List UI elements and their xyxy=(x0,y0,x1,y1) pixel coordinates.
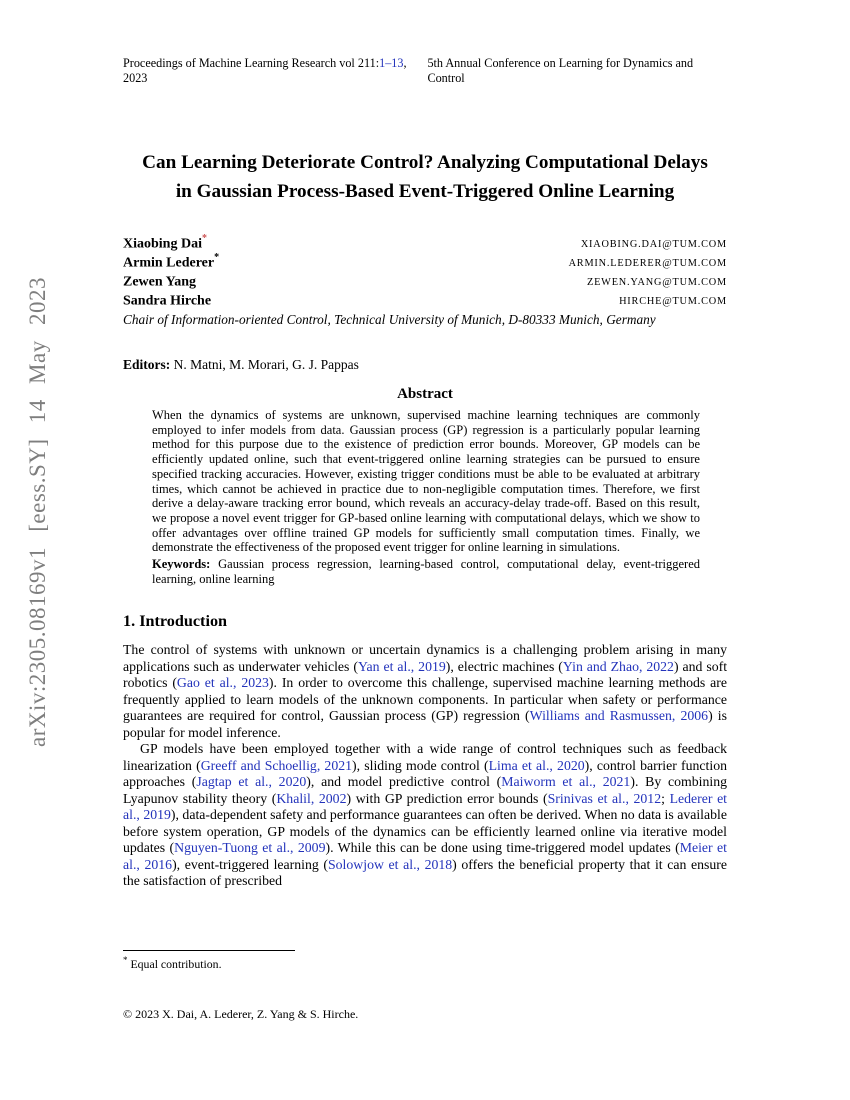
text-run: ) is popular for model inference. xyxy=(123,708,727,740)
citation-link[interactable]: Yin and Zhao, 2022 xyxy=(562,658,674,674)
text-run: ), event-triggered learning ( xyxy=(172,856,328,872)
section-heading-introduction: 1. Introduction xyxy=(123,612,228,631)
text-run: ), electric machines ( xyxy=(445,658,563,674)
footnote-mark: * xyxy=(123,955,128,965)
intro-paragraph-2 xyxy=(123,741,727,890)
abstract-text: When the dynamics of systems are unknown, supervised machine learning techniques are commonly employed to infer models from data. Gaussian process (GP) regression is a particularly popular learning method for this purpose due to the existence of prediction error bounds. Moreover, GP models can be efficiently updated online, such that event-triggered online learning strategies can be pursued to ensure specified tracking accuracies. However, existing trigger conditions must be able to be evaluated at arbitrary times, which cannot be achieved in practice due to non-negligible computation times. Therefore, we first derive a delay-aware tracking error bound, which reveals an accuracy-delay trade-off. Based on this result, we propose a novel event trigger for GP-based online learning with computational delays, which we show to offer advantages over offline trained GP models for sufficiently small computation times. Finally, we demonstrate the effectiveness of the proposed event trigger for online learning in simulations. xyxy=(152,408,700,555)
text-run: ) and soft robotics ( xyxy=(123,658,728,691)
author-name: Armin Lederer xyxy=(123,255,215,271)
author-name: Xiaobing Dai xyxy=(123,236,202,252)
author-name: Sandra Hirche xyxy=(123,293,212,309)
intro-paragraph-1 xyxy=(123,642,727,741)
footnote-area xyxy=(123,950,727,972)
header-left-suffix: , 2023 xyxy=(123,56,407,85)
citation-link[interactable]: Srinivas et al., 2012 xyxy=(547,790,662,806)
citation-link[interactable]: Greeff and Schoellig, 2021 xyxy=(200,757,353,773)
text-run: ), control barrier function approaches ( xyxy=(123,757,727,790)
editors-line xyxy=(123,357,727,373)
keywords-label: Keywords: xyxy=(152,557,211,572)
text-run: The control of systems with unknown or uncertain dynamics is a challenging problem arising in many applications such as underwater vehicles ( xyxy=(123,642,727,674)
author-name-wrap xyxy=(123,252,219,271)
text-run: ; xyxy=(661,790,670,806)
citation-link[interactable]: Meier et al., 2016 xyxy=(123,840,727,872)
citation-link[interactable]: Gao et al., 2023 xyxy=(176,675,269,691)
text-run: ) with GP prediction error bounds ( xyxy=(346,790,548,806)
abstract-heading: Abstract xyxy=(397,386,453,402)
citation-link[interactable]: Solowjow et al., 2018 xyxy=(327,856,453,872)
editors-names: N. Matni, M. Morari, G. J. Pappas xyxy=(170,357,359,372)
author-name-wrap xyxy=(123,290,211,309)
header-pages-link[interactable]: 1–13 xyxy=(379,56,404,70)
citation-link[interactable]: Jagtap et al., 2020 xyxy=(196,774,307,790)
text-run: ), sliding mode control ( xyxy=(352,757,489,773)
header-right: 5th Annual Conference on Learning for Dynamics and Control xyxy=(427,56,694,85)
keywords-text: Gaussian process regression, learning-based control, computational delay, event-triggered learning, online learning xyxy=(152,557,700,586)
author-email: ARMIN.LEDERER@TUM.COM xyxy=(568,258,727,270)
author-email: HIRCHE@TUM.COM xyxy=(619,296,727,308)
author-name: Zewen Yang xyxy=(123,274,196,290)
editors-label: Editors: xyxy=(123,357,171,372)
paper-title xyxy=(123,148,727,206)
author-name-wrap xyxy=(123,233,207,252)
text-run: ), and model predictive control ( xyxy=(306,774,502,790)
running-header xyxy=(123,56,727,86)
footnote-rule xyxy=(123,950,295,951)
author-email: ZEWEN.YANG@TUM.COM xyxy=(587,277,727,289)
author-email: XIAOBING.DAI@TUM.COM xyxy=(580,239,727,251)
footnote xyxy=(123,955,727,972)
author-row xyxy=(123,233,727,252)
author-row xyxy=(123,271,727,290)
paper-content xyxy=(123,56,727,890)
paper-title-line2: in Gaussian Process-Based Event-Triggered Online Learning xyxy=(175,181,675,202)
paper-title-line1: Can Learning Deteriorate Control? Analyzing Computational Delays xyxy=(142,152,708,173)
text-run: ) offers the beneficial property that it can ensure the satisfaction of prescribed xyxy=(123,856,728,889)
citation-link[interactable]: Williams and Rasmussen, 2006 xyxy=(529,708,709,724)
author-thanks-mark: * xyxy=(201,233,207,244)
text-run: GP models have been employed together with a wide range of control techniques such as feedback linearization ( xyxy=(123,741,727,773)
author-thanks-mark: * xyxy=(214,252,220,263)
footnote-text: Equal contribution. xyxy=(127,956,222,971)
author-name-wrap xyxy=(123,271,196,290)
header-left-prefix: Proceedings of Machine Learning Research vol 211: xyxy=(123,56,380,70)
text-run: ). While this can be done using time-triggered model updates ( xyxy=(325,840,680,856)
citation-link[interactable]: Nguyen-Tuong et al., 2009 xyxy=(174,840,326,856)
text-run: ), data-dependent safety and performance guarantees can often be derived. When no data is available before system operation, GP models of the dynamics can be efficiently learned online via iterative model updates ( xyxy=(123,807,727,856)
arxiv-watermark: arXiv:2305.08169v1 [eess.SY] 14 May 2023 xyxy=(25,277,50,747)
citation-link[interactable]: Maiworm et al., 2021 xyxy=(501,774,631,790)
text-run: ). In order to overcome this challenge, supervised machine learning methods are frequently applied to learn models of the unknown components. In particular when safety or performance guarantees are required for control, Gaussian process (GP) regression ( xyxy=(123,675,727,724)
citation-link[interactable]: Lederer et al., 2019 xyxy=(123,790,728,823)
author-row xyxy=(123,252,727,271)
keywords-line xyxy=(152,557,700,586)
citation-link[interactable]: Lima et al., 2020 xyxy=(488,757,585,773)
text-run: ). By combining Lyapunov stability theory ( xyxy=(123,774,727,806)
citation-link[interactable]: Khalil, 2002 xyxy=(276,790,347,806)
header-left xyxy=(123,56,427,86)
author-row xyxy=(123,290,727,309)
citation-link[interactable]: Yan et al., 2019 xyxy=(357,658,446,674)
page-footer: © 2023 X. Dai, A. Lederer, Z. Yang & S. Hirche. xyxy=(123,1007,359,1021)
authors-block xyxy=(123,233,727,309)
affiliation: Chair of Information-oriented Control, Technical University of Munich, D-80333 Munich, Germany xyxy=(123,312,656,327)
